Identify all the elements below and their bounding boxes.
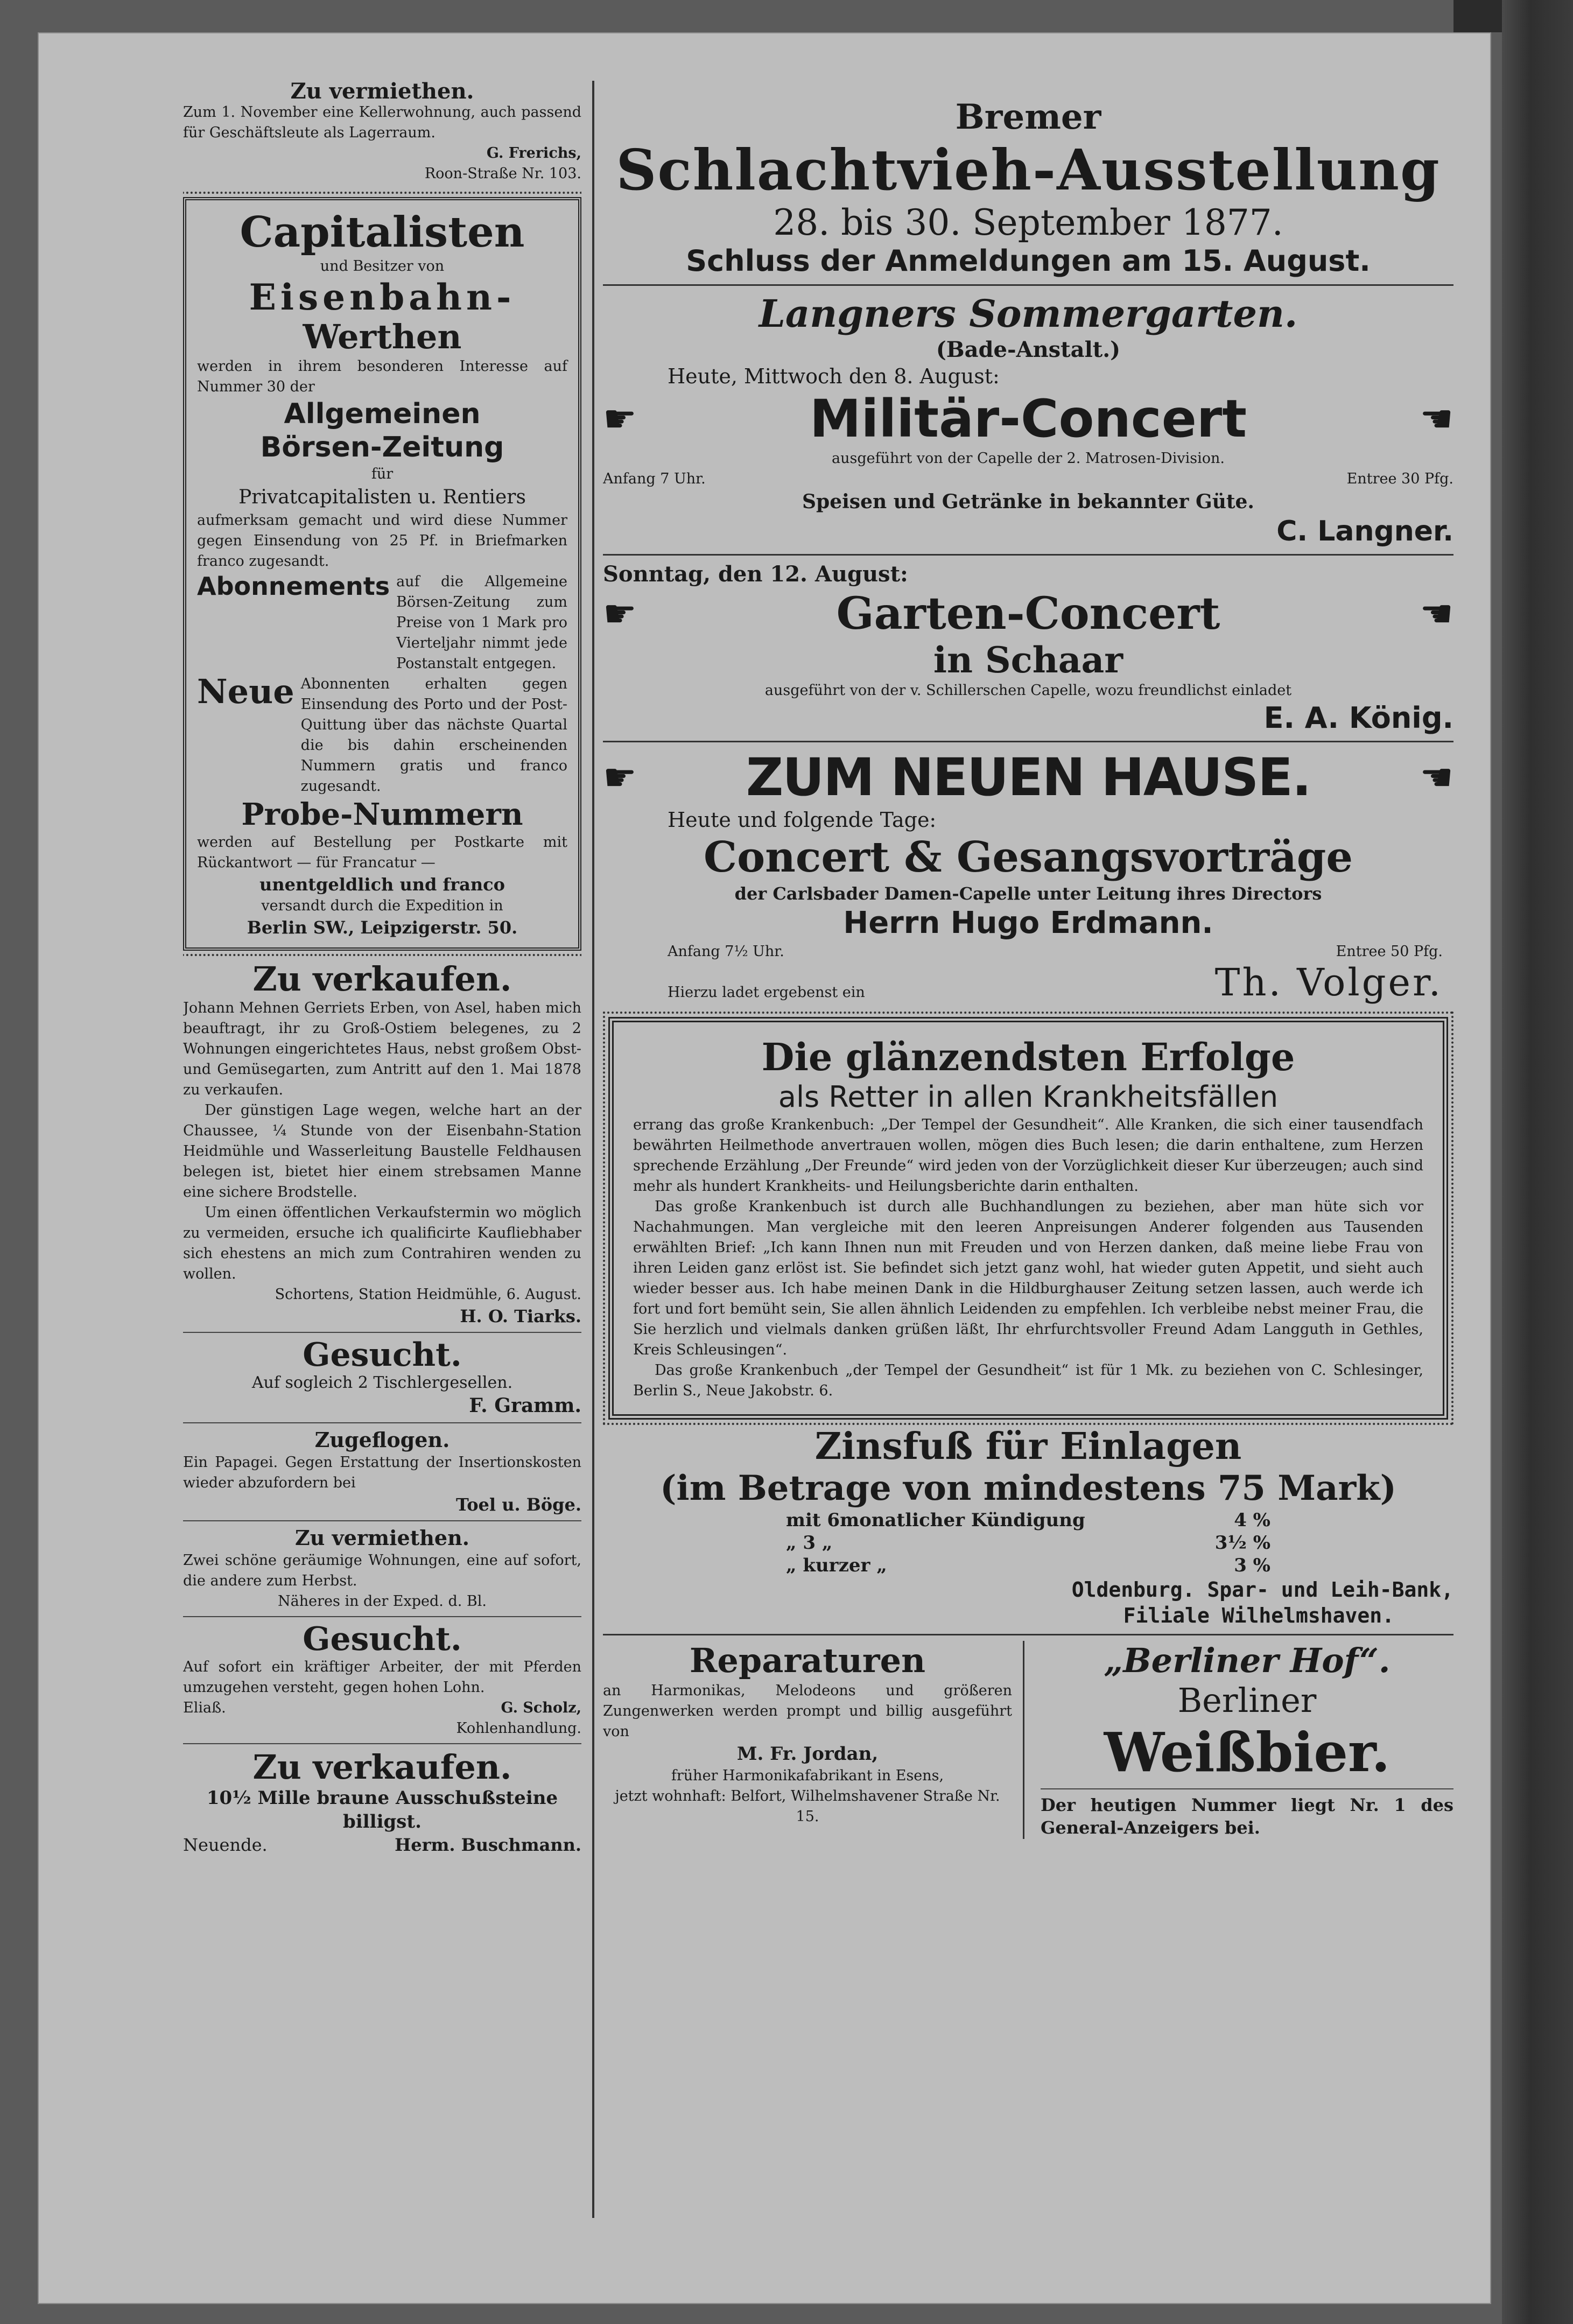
ad-text: Der günstigen Lage wegen, welche hart an der Chaussee, ¼ Stunde von der Eisenbahn-Station Heidmühle und Wasserleitung Baustelle Feldhausen belegen ist, bietet hier einem strebsamen Manne eine sichere Brodstelle. — [183, 1102, 581, 1200]
ad-zu-verkaufen-2 — [183, 1749, 581, 1856]
ad-text: Johann Mehnen Gerriets Erben, von Asel, haben mich beauftragt, ihr zu Groß-Ostiem belegenes, zu 2 Wohnungen eingerichtetes Haus, nebst großem Obst- und Gemüsegarten, zum Antritt auf den 1. Mai 1878 zu verkaufen. — [183, 1000, 581, 1098]
separator — [183, 1332, 581, 1333]
ad-text: auf die Allgemeine Börsen-Zeitung zum Preise von 1 Mark pro Vierteljahr nimmt jede Postanstalt entgegen. — [396, 573, 567, 672]
separator — [183, 1616, 581, 1617]
ad-headline: Werthen — [303, 317, 462, 356]
ad-title: Zugeflogen. — [314, 1428, 450, 1452]
ad-text: ausgeführt von der Capelle der 2. Matrosen-Division. — [832, 450, 1225, 467]
ad-gesucht-1 — [183, 1337, 581, 1418]
ad-entry-price: Entree 30 Pfg. — [1346, 471, 1453, 487]
ad-subtitle: Berliner — [1177, 1681, 1317, 1720]
ad-text: Näheres in der Exped. d. Bl. — [278, 1593, 487, 1610]
ad-signature: F. Gramm. — [469, 1394, 581, 1417]
ad-subheadline: Probe-Nummern — [241, 797, 523, 832]
ad-headline: Weißbier. — [1104, 1721, 1391, 1784]
ad-signature: Toel u. Böge. — [456, 1494, 581, 1515]
ad-berliner-hof — [1024, 1641, 1453, 1839]
ad-body: Zum 1. November eine Kellerwohnung, auch passend für Geschäftsleute als Lagerraum. — [183, 104, 581, 141]
ad-zu-vermiethen-2 — [183, 1526, 581, 1612]
ad-title: Concert & Gesangsvorträge — [704, 833, 1353, 882]
ad-text: Privatcapitalisten u. Rentiers — [238, 486, 526, 508]
ad-title: „Berliner Hof“. — [1104, 1641, 1391, 1680]
newspaper-name: Allgemeinen — [284, 398, 481, 430]
ad-subtitle: (Bade-Anstalt.) — [936, 337, 1121, 362]
ad-text-bold: unentgeldlich und franco — [259, 874, 505, 895]
ad-date: Heute und folgende Tage: — [668, 808, 937, 832]
ad-text: werden auf Bestellung per Postkarte mit Rückantwort — für Francatur — — [197, 834, 567, 871]
column-divider — [592, 81, 594, 2218]
separator — [183, 1520, 581, 1521]
ad-entry-price: Entree 50 Pfg. — [1336, 943, 1443, 960]
ad-krankenbuch — [608, 1017, 1448, 1420]
ad-title: Gesucht. — [303, 1620, 462, 1658]
ad-zugeflogen — [183, 1428, 581, 1516]
ad-subheadline: Abonnements — [197, 572, 390, 601]
separator — [1041, 1788, 1453, 1789]
ad-place: Schortens, Station Heidmühle, 6. August. — [275, 1286, 581, 1303]
ad-zu-vermiethen-1 — [183, 81, 581, 184]
ad-title: Zu verkaufen. — [252, 959, 512, 999]
ad-signature: Th. Volger. — [1214, 960, 1443, 1005]
pointing-hand-right-icon: ☛ — [603, 755, 637, 799]
book-spine-edge — [1502, 0, 1573, 2324]
ad-schlachtvieh — [603, 97, 1453, 279]
bottom-ads-row — [603, 1641, 1453, 1839]
ad-title: Zu vermiethen. — [290, 81, 474, 104]
ad-title: Langners Sommergarten. — [759, 291, 1298, 336]
ad-date: Sonntag, den 12. August: — [603, 561, 908, 587]
ad-place: in Schaar — [933, 639, 1123, 681]
ad-text: Hierzu ladet ergebenst ein — [668, 984, 865, 1001]
separator — [603, 554, 1453, 556]
rate-value: 3 % — [1234, 1555, 1270, 1576]
ad-signature: C. Langner. — [1276, 515, 1453, 547]
bank-name: Oldenburg. Spar- und Leih-Bank, — [1071, 1578, 1453, 1602]
ad-director: Herrn Hugo Erdmann. — [843, 905, 1213, 940]
ad-gesucht-2 — [183, 1621, 581, 1739]
ad-text: an Harmonikas, Melodeons und größeren Zungenwerken werden prompt und billig ausgeführt von — [603, 1682, 1012, 1740]
ad-deadline: Schluss der Anmeldungen am 15. August. — [686, 244, 1371, 278]
ad-headline: Garten-Concert — [836, 588, 1220, 640]
rate-label: „ 3 „ — [786, 1532, 833, 1554]
ad-text: Das große Krankenbuch ist durch alle Buchhandlungen zu beziehen, aber man hüte sich vor Nachahmungen. Man vergleiche mit den leeren Anpreisungen Anderer folgenden aus Tausenden erwählten Brief: „Ich kann Ihnen nun mit Freuden und von Herzen danken, daß meine liebe Frau von ihren Leiden ganz erlöst ist. Sie befindet sich jetzt ganz wohl, hat wieder guten Appetit, und sieht auch wieder besser aus. Ich habe meinen Dank in die Hildburghauser Zeitung setzen lassen, auch werde ich fort und fort bemüht sein, Sie allen ähnlich Leidenden zu empfehlen. Ich verbleibe nebst meiner Frau, die Sie herzlich und vielmals danken grüßen läßt, Ihr ehrfurchtsvoller Freund Adam Langguth in Gethles, Kreis Schleusingen“. — [633, 1198, 1423, 1358]
ad-text: werden in ihrem besonderen Interesse auf Nummer 30 der — [197, 358, 567, 395]
ad-text: versandt durch die Expedition in — [261, 897, 503, 914]
ad-text: Auf sogleich 2 Tischlergesellen. — [251, 1373, 513, 1392]
ad-text: für — [371, 466, 394, 482]
ad-place: Eliaß. — [183, 1700, 226, 1716]
ad-signature: Herm. Buschmann. — [395, 1835, 581, 1855]
separator — [183, 1422, 581, 1423]
ad-headline: ZUM NEUEN HAUSE. — [746, 747, 1311, 808]
ad-address: jetzt wohnhaft: Belfort, Wilhelmshavener Straße Nr. 15. — [615, 1788, 1000, 1825]
ad-title: Zu vermiethen. — [295, 1526, 469, 1550]
ad-text: Auf sofort ein kräftiger Arbeiter, der mit Pferden umzugehen versteht, gegen hohen Lohn. — [183, 1659, 581, 1696]
separator — [183, 1743, 581, 1744]
ad-headline: Die glänzendsten Erfolge — [761, 1035, 1295, 1079]
ad-subheadline: Neue — [197, 672, 294, 711]
ad-garten-concert — [603, 561, 1453, 735]
ad-title: Zu verkaufen. — [252, 1747, 512, 1787]
ad-signature: M. Fr. Jordan, — [736, 1743, 879, 1765]
ad-date: 28. bis 30. September 1877. — [773, 202, 1283, 243]
newspaper-name: Börsen-Zeitung — [260, 431, 504, 464]
ad-address: Roon-Straße Nr. 103. — [424, 165, 581, 182]
ad-langners-sommergarten — [603, 291, 1453, 549]
separator — [603, 1634, 1453, 1635]
rate-label: „ kurzer „ — [786, 1555, 887, 1576]
ad-text: aufmerksam gemacht und wird diese Nummer gegen Einsendung von 25 Pf. in Briefmarken franco zugesandt. — [197, 512, 567, 570]
rate-value: 4 % — [1234, 1509, 1270, 1531]
ad-text: früher Harmonikafabrikant in Esens, — [671, 1767, 944, 1784]
pointing-hand-left-icon: ☚ — [1420, 755, 1453, 799]
ad-subheadline: (im Betrage von mindestens 75 Mark) — [660, 1468, 1396, 1508]
ad-subheadline: als Retter in allen Krankheitsfällen — [778, 1080, 1279, 1114]
ad-headline: Schlachtvieh-Ausstellung — [616, 137, 1441, 203]
ad-text: Das große Krankenbuch „der Tempel der Gesundheit“ ist für 1 Mk. zu beziehen von C. Schlesinger, Berlin S., Neue Jakobstr. 6. — [633, 1362, 1423, 1399]
ad-text: ausgeführt von der v. Schillerschen Capelle, wozu freundlichst einladet — [764, 682, 1292, 699]
ad-signature: H. O. Tiarks. — [460, 1306, 581, 1326]
ad-title: Capitalisten — [240, 208, 525, 257]
pointing-hand-right-icon: ☛ — [603, 592, 637, 636]
ad-text: Ein Papagei. Gegen Erstattung der Insertionskosten wieder abzufordern bei — [183, 1454, 581, 1491]
ad-signature-role: Kohlenhandlung. — [456, 1720, 581, 1737]
ad-start-time: Anfang 7 Uhr. — [603, 471, 706, 487]
ad-place: Neuende. — [183, 1835, 268, 1855]
ad-headline: Zinsfuß für Einlagen — [814, 1425, 1242, 1468]
ad-text-bold: Speisen und Getränke in bekannter Güte. — [802, 490, 1254, 513]
ad-title: Gesucht. — [303, 1336, 462, 1374]
pointing-hand-left-icon: ☚ — [1420, 592, 1453, 636]
ad-headline: Militär-Concert — [809, 389, 1247, 449]
ad-date: Heute, Mittwoch den 8. August: — [668, 364, 1000, 388]
ad-text: Zwei schöne geräumige Wohnungen, eine auf sofort, die andere zum Herbst. — [183, 1552, 581, 1589]
ad-reparaturen — [603, 1641, 1024, 1839]
ad-title: Reparaturen — [689, 1641, 926, 1680]
ad-headline: Eisenbahn- — [249, 276, 516, 318]
ad-signature: G. Frerichs, — [486, 145, 581, 162]
pointing-hand-right-icon: ☛ — [603, 397, 637, 441]
rate-label: mit 6monatlicher Kündigung — [786, 1509, 1085, 1531]
ad-text: Abonnenten erhalten gegen Einsendung des Porto und der Post-Quittung über das nächste Quartal die bis dahin erscheinenden Nummern gratis und franco zugesandt. — [300, 676, 567, 795]
ad-text: und Besitzer von — [320, 258, 445, 275]
ad-text: 10½ Mille braune Ausschußsteine billigst. — [206, 1787, 558, 1832]
right-column — [603, 81, 1453, 2234]
separator — [603, 284, 1453, 286]
left-column — [183, 81, 581, 2234]
ad-title: Bremer — [955, 97, 1101, 137]
pointing-hand-left-icon: ☚ — [1420, 397, 1453, 441]
rate-value: 3½ % — [1214, 1532, 1270, 1554]
ad-zu-verkaufen-1 — [183, 960, 581, 1328]
ad-text: Um einen öffentlichen Verkaufstermin wo möglich zu vermeiden, ersuche ich qualificirte Kaufliebhaber sich ehestens an mich zum Contrahiren wenden zu wollen. — [183, 1204, 581, 1282]
ad-capitalisten — [183, 197, 581, 951]
ad-zinsfuss — [603, 1425, 1453, 1628]
ad-start-time: Anfang 7½ Uhr. — [668, 943, 784, 960]
ad-address: Berlin SW., Leipzigerstr. 50. — [247, 917, 518, 938]
ad-zum-neuen-hause — [603, 748, 1453, 1003]
bank-branch: Filiale Wilhelmshaven. — [1123, 1604, 1394, 1627]
supplement-note: Der heutigen Nummer liegt Nr. 1 des General-Anzeigers bei. — [1041, 1795, 1453, 1838]
ad-text: errang das große Krankenbuch: „Der Tempel der Gesundheit“. Alle Kranken, die sich einer tausendfach bewährten Heilmethode anvertrauen wollen, mögen dies Buch lesen; die darin enthaltene, zum Herzen sprechende Erzählung „Der Freunde“ wird jeden von der Vorzüglichkeit dieser Kur überzeugen; auch sind mehr als hundert Krankheits- und Heilungsberichte darin enthalten. — [633, 1117, 1423, 1195]
ad-signature: G. Scholz, — [501, 1700, 581, 1716]
ad-signature: E. A. König. — [1263, 701, 1453, 735]
separator — [603, 741, 1453, 742]
ad-text: der Carlsbader Damen-Capelle unter Leitung ihres Directors — [734, 883, 1322, 904]
